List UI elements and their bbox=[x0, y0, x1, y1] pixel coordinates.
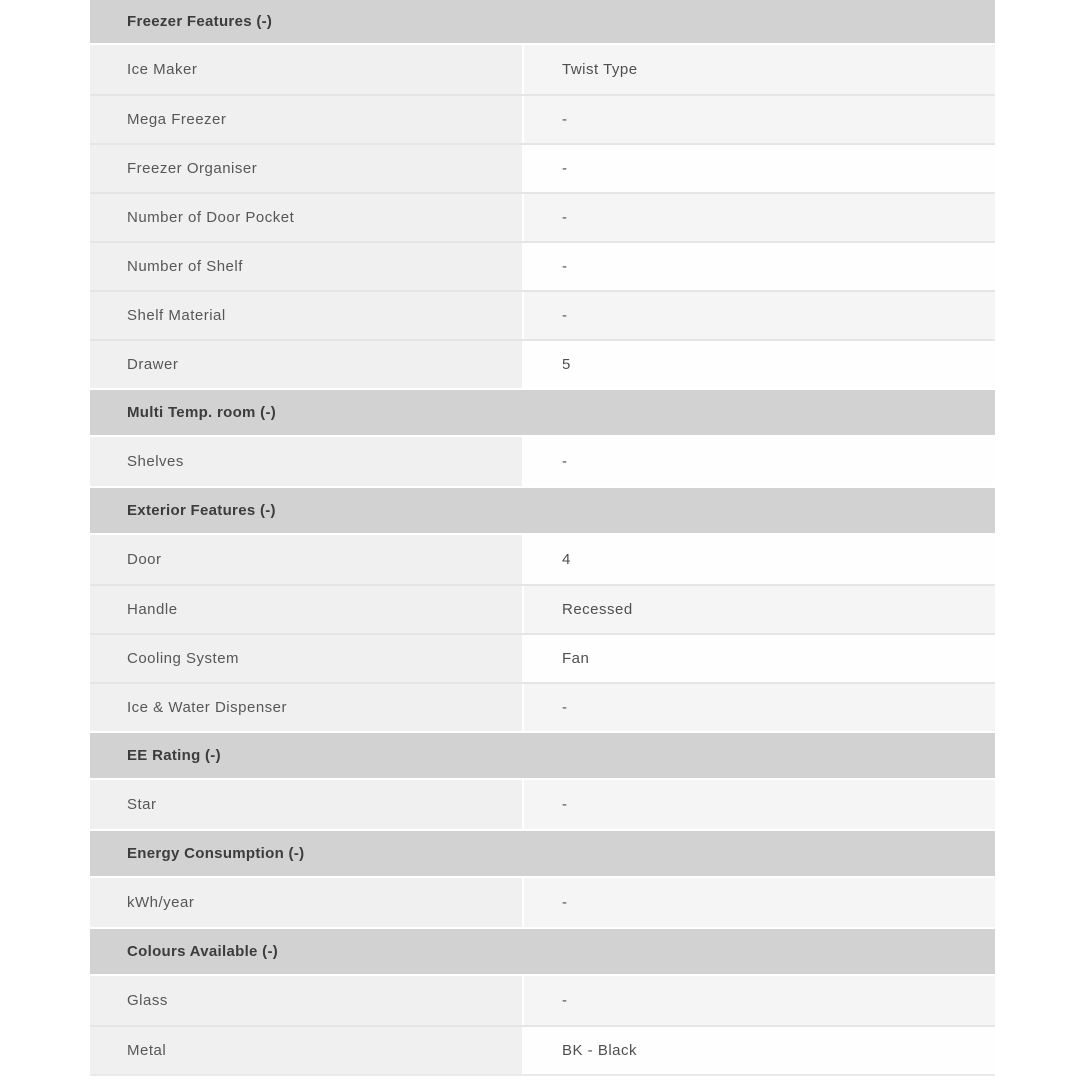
spec-label: kWh/year bbox=[90, 878, 522, 927]
spec-label: Handle bbox=[90, 586, 522, 633]
spec-label: Ice Maker bbox=[90, 45, 522, 94]
spec-row-metal bbox=[90, 1025, 995, 1074]
spec-row-freezer-organiser bbox=[90, 143, 995, 192]
spec-label: Ice & Water Dispenser bbox=[90, 684, 522, 731]
spec-label: Freezer Organiser bbox=[90, 145, 522, 192]
spec-row-shelf-material bbox=[90, 290, 995, 339]
spec-label: Cooling System bbox=[90, 635, 522, 682]
spec-label: Shelf Material bbox=[90, 292, 522, 339]
spec-value: - bbox=[522, 437, 995, 486]
spec-section-multi-temp-room bbox=[90, 388, 995, 486]
spec-value: Fan bbox=[522, 635, 995, 682]
spec-label: Glass bbox=[90, 976, 522, 1025]
spec-value: - bbox=[522, 780, 995, 829]
spec-value: BK - Black bbox=[522, 1027, 995, 1074]
product-spec-table bbox=[90, 0, 995, 1076]
spec-value: - bbox=[522, 243, 995, 290]
spec-value: 4 bbox=[522, 535, 995, 584]
spec-value: 5 bbox=[522, 341, 995, 388]
spec-section-ee-rating bbox=[90, 731, 995, 829]
spec-label: Shelves bbox=[90, 437, 522, 486]
spec-row-shelves bbox=[90, 437, 995, 486]
section-header-freezer-features[interactable]: Freezer Features (-) bbox=[90, 0, 995, 45]
section-header-energy-consumption[interactable]: Energy Consumption (-) bbox=[90, 829, 995, 878]
spec-row-mega-freezer bbox=[90, 94, 995, 143]
spec-value: - bbox=[522, 145, 995, 192]
spec-section-exterior-features bbox=[90, 486, 995, 731]
spec-value: - bbox=[522, 976, 995, 1025]
spec-label: Door bbox=[90, 535, 522, 584]
section-header-multi-temp-room[interactable]: Multi Temp. room (-) bbox=[90, 388, 995, 437]
spec-value: - bbox=[522, 878, 995, 927]
spec-value: Twist Type bbox=[522, 45, 995, 94]
spec-label: Number of Shelf bbox=[90, 243, 522, 290]
spec-label: Mega Freezer bbox=[90, 96, 522, 143]
spec-value: - bbox=[522, 96, 995, 143]
spec-row-kwh-year bbox=[90, 878, 995, 927]
spec-row-number-of-shelf bbox=[90, 241, 995, 290]
spec-section-freezer-features bbox=[90, 0, 995, 388]
spec-label: Drawer bbox=[90, 341, 522, 388]
spec-row-glass bbox=[90, 976, 995, 1025]
spec-value: - bbox=[522, 194, 995, 241]
section-header-exterior-features[interactable]: Exterior Features (-) bbox=[90, 486, 995, 535]
spec-row-ice-maker bbox=[90, 45, 995, 94]
spec-label: Star bbox=[90, 780, 522, 829]
spec-row-drawer bbox=[90, 339, 995, 388]
spec-row-door bbox=[90, 535, 995, 584]
spec-label: Number of Door Pocket bbox=[90, 194, 522, 241]
spec-row-handle bbox=[90, 584, 995, 633]
spec-row-number-of-door-pocket bbox=[90, 192, 995, 241]
spec-value: Recessed bbox=[522, 586, 995, 633]
section-header-colours-available[interactable]: Colours Available (-) bbox=[90, 927, 995, 976]
spec-row-cooling-system bbox=[90, 633, 995, 682]
spec-row-ice-water-dispenser bbox=[90, 682, 995, 731]
section-header-ee-rating[interactable]: EE Rating (-) bbox=[90, 731, 995, 780]
spec-section-energy-consumption bbox=[90, 829, 995, 927]
spec-row-star bbox=[90, 780, 995, 829]
spec-value: - bbox=[522, 292, 995, 339]
spec-section-colours-available bbox=[90, 927, 995, 1074]
spec-label: Metal bbox=[90, 1027, 522, 1074]
spec-value: - bbox=[522, 684, 995, 731]
